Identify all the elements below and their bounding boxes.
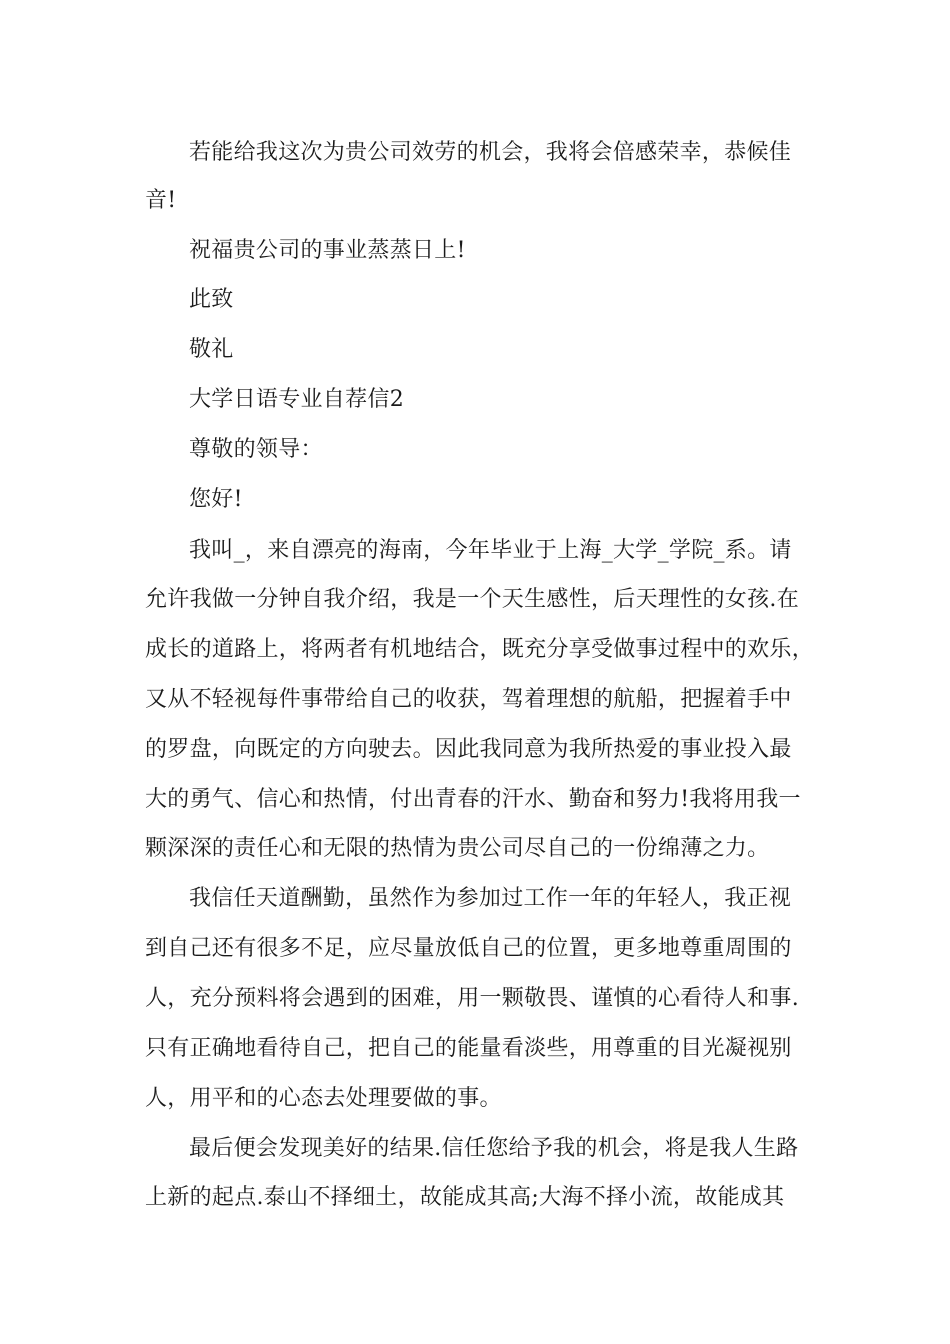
- paragraph-line: 到自己还有很多不足，应尽量放低自己的位置，更多地尊重周围的: [145, 936, 792, 961]
- section-title: 大学日语专业自荐信2: [189, 387, 404, 412]
- paragraph-line: 成长的道路上，将两者有机地结合，既充分享受做事过程中的欢乐，: [145, 637, 815, 662]
- paragraph-line: 音!: [145, 188, 177, 213]
- closing-line: 此致: [189, 287, 234, 312]
- paragraph-line: 祝福贵公司的事业蒸蒸日上!: [189, 238, 466, 263]
- paragraph-line: 最后便会发现美好的结果.信任您给予我的机会，将是我人生路: [189, 1136, 799, 1161]
- paragraph-line: 只有正确地看待自己，把自己的能量看淡些，用尊重的目光凝视别: [145, 1036, 792, 1061]
- paragraph-line: 颗深深的责任心和无限的热情为贵公司尽自己的一份绵薄之力。: [145, 836, 770, 861]
- closing-line: 敬礼: [189, 337, 234, 362]
- paragraph-line: 又从不轻视每件事带给自己的收获，驾着理想的航船，把握着手中: [145, 687, 792, 712]
- paragraph-line: 大的勇气、信心和热情，付出青春的汗水、勤奋和努力!我将用我一: [145, 787, 801, 812]
- paragraph-line: 人，充分预料将会遇到的困难，用一颗敬畏、谨慎的心看待人和事.: [145, 986, 799, 1011]
- paragraph-line: 若能给我这次为贵公司效劳的机会，我将会倍感荣幸，恭候佳: [189, 140, 792, 165]
- paragraph-line: 上新的起点.泰山不择细土，故能成其高;大海不择小流，故能成其: [145, 1185, 785, 1210]
- salutation-line: 尊敬的领导：: [189, 437, 323, 462]
- paragraph-line: 我叫_，来自漂亮的海南，今年毕业于上海_大学_学院_系。请: [189, 538, 792, 563]
- paragraph-line: 允许我做一分钟自我介绍，我是一个天生感性，后天理性的女孩.在: [145, 587, 799, 612]
- paragraph-line: 的罗盘，向既定的方向驶去。因此我同意为我所热爱的事业投入最: [145, 737, 792, 762]
- greeting-line: 您好!: [189, 487, 243, 512]
- paragraph-line: 我信任天道酬勤，虽然作为参加过工作一年的年轻人，我正视: [189, 886, 792, 911]
- paragraph-line: 人，用平和的心态去处理要做的事。: [145, 1086, 502, 1111]
